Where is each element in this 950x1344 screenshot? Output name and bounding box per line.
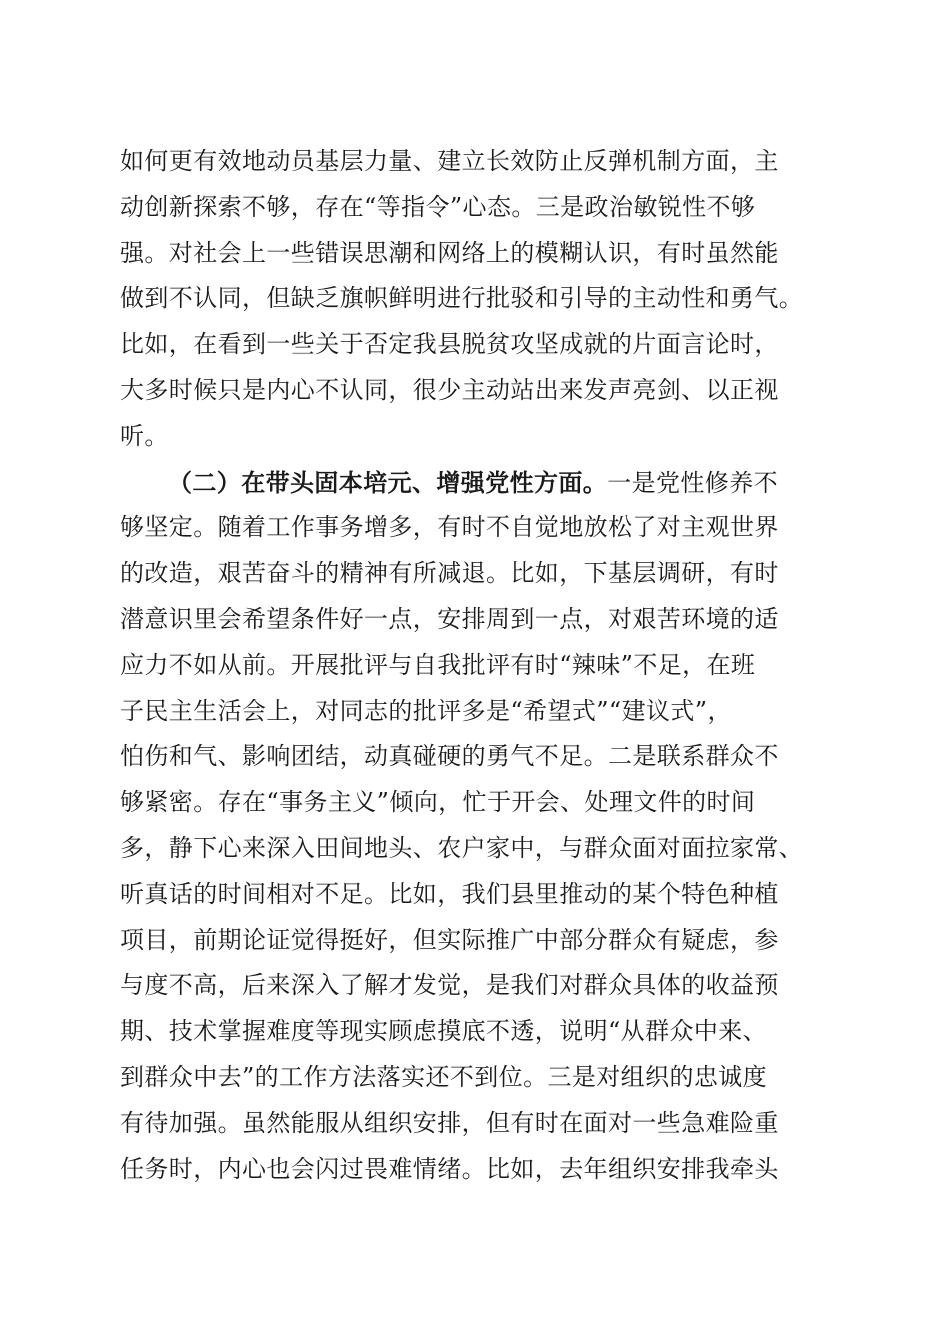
text-line: 到群众中去”的工作方法落实还不到位。三是对组织的忠诚度 xyxy=(120,1062,768,1091)
text-line: 做到不认同，但缺乏旗帜鲜明进行批驳和引导的主动性和勇气。 xyxy=(120,284,804,313)
text-line: 强。对社会上一些错误思潮和网络上的模糊认识，有时虽然能 xyxy=(120,238,779,267)
text-line: 有待加强。虽然能服从组织安排，但有时在面对一些急难险重 xyxy=(120,1108,779,1137)
text-line: 多，静下心来深入田间地头、农户家中，与群众面对面拉家常、 xyxy=(120,833,804,862)
text-line: 期、技术掌握难度等现实顾虑摸底不透，说明“从群众中来、 xyxy=(120,1017,768,1046)
text-line: 听真话的时间相对不足。比如，我们县里推动的某个特色种植 xyxy=(120,879,779,908)
text-line: 的改造，艰苦奋斗的精神有所减退。比如，下基层调研，有时 xyxy=(120,559,779,588)
document-body xyxy=(120,139,840,1192)
text-line: 项目，前期论证觉得挺好，但实际推广中部分群众有疑虑，参 xyxy=(120,925,779,954)
text-line: 任务时，内心也会闪过畏难情绪。比如，去年组织安排我牵头 xyxy=(120,1154,779,1183)
paragraph-2 xyxy=(120,460,840,1193)
text-line: 怕伤和气、影响团结，动真碰硬的勇气不足。二是联系群众不 xyxy=(120,742,779,771)
text-line: 够坚定。随着工作事务增多，有时不自觉地放松了对主观世界 xyxy=(120,513,779,542)
paragraph-1 xyxy=(120,139,840,460)
text-line: 应力不如从前。开展批评与自我批评有时“辣味”不足，在班 xyxy=(120,650,756,679)
text-line: 够紧密。存在“事务主义”倾向，忙于开会、处理文件的时间 xyxy=(120,788,756,817)
text-line: 听。 xyxy=(120,421,169,450)
section-heading-line xyxy=(120,460,840,506)
text-line-rest: 一是党性修养不 xyxy=(607,468,779,497)
text-line: 大多时候只是内心不认同，很少主动站出来发声亮剑、以正视 xyxy=(120,375,779,404)
text-line: 动创新探索不够，存在“等指令”心态。三是政治敏锐性不够 xyxy=(120,192,756,221)
text-line: 如何更有效地动员基层力量、建立长效防止反弹机制方面，主 xyxy=(120,147,779,175)
text-line: 与度不高，后来深入了解才发觉，是我们对群众具体的收益预 xyxy=(120,971,779,1000)
text-line: 潜意识里会希望条件好一点，安排周到一点，对艰苦环境的适 xyxy=(120,604,779,633)
text-line: 比如，在看到一些关于否定我县脱贫攻坚成就的片面言论时， xyxy=(120,330,779,359)
section-heading: （二）在带头固本培元、增强党性方面。 xyxy=(168,467,608,497)
text-line: 子民主生活会上，对同志的批评多是“希望式”“建议式”， xyxy=(120,696,732,725)
